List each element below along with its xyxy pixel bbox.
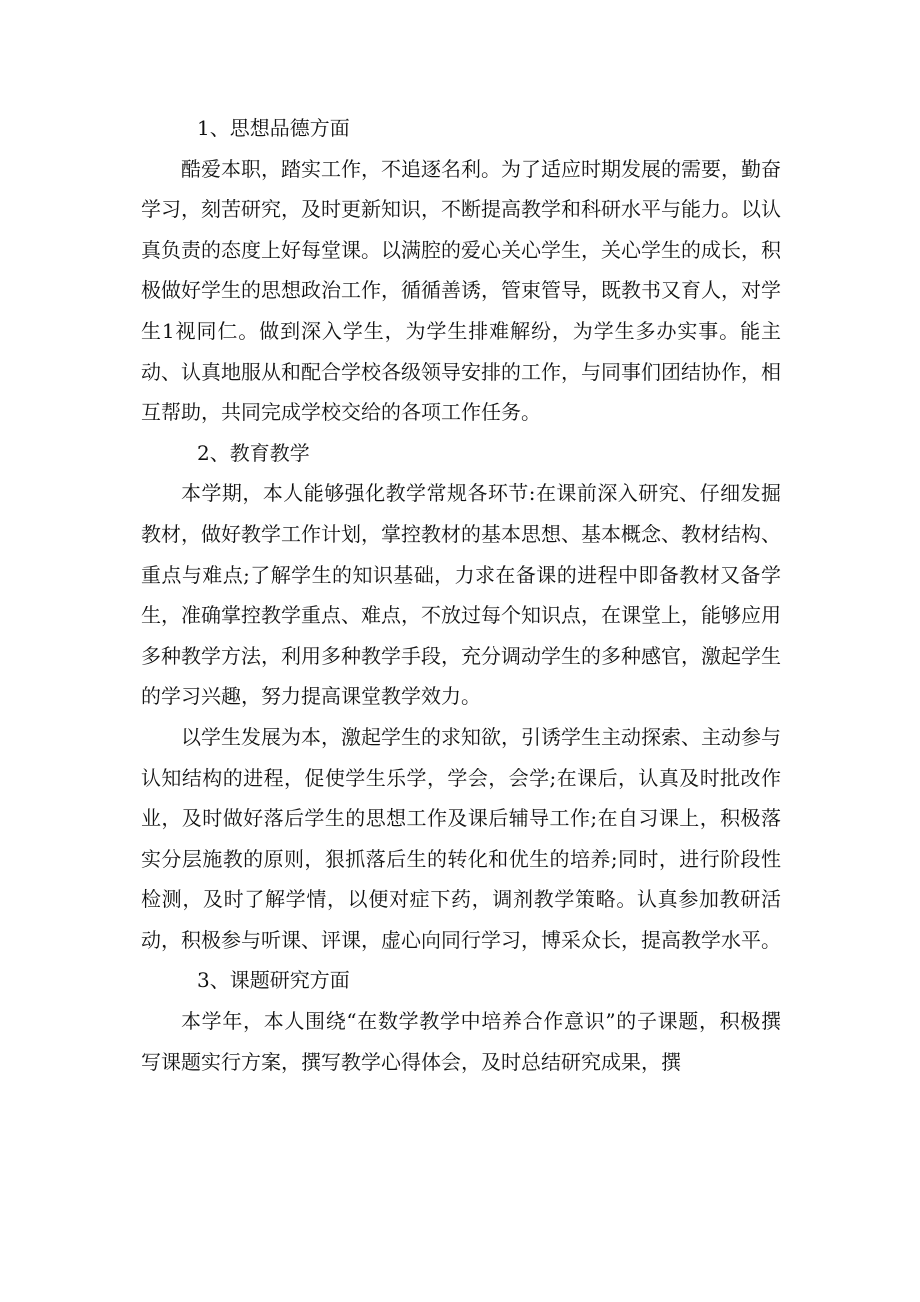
section-heading-1: 1、思想品德方面 (197, 116, 350, 140)
paragraph-2-1: 本学期，本人能够强化教学常规各环节:在课前深入研究、仔细发掘教材，做好教学工作计划，掌控教材的基本思想、基本概念、教材结构、重点与难点;了解学生的知识基础，力求在备课的进程中即备教材又备学生，准确掌控教学重点、难点，不放过每个知识点，在课堂上，能够应用多种教学方法，利用多种教学手段，充分调动学生的多种感官，激起学生的学习兴趣，努力提高课堂教学效力。 (141, 481, 781, 709)
paragraph-3-1: 本学年，本人围绕“在数学教学中培养合作意识”的子课题，积极撰写课题实行方案，撰写教学心得体会，及时总结研究成果，撰 (141, 1009, 781, 1074)
document-body (141, 108, 781, 1082)
paragraph-1-1: 酷爱本职，踏实工作，不追逐名利。为了适应时期发展的需要，勤奋学习，刻苦研究，及时更新知识，不断提高教学和科研水平与能力。以认真负责的态度上好每堂课。以满腔的爱心关心学生，关心学生的成长，积极做好学生的思想政治工作，循循善诱，管束管导，既教书又育人，对学生1视同仁。做到深入学生，为学生排难解纷，为学生多办实事。能主动、认真地服从和配合学校各级领导安排的工作，与同事们团结协作，相互帮助，共同完成学校交给的各项工作任务。 (141, 156, 781, 425)
section-heading-3: 3、课题研究方面 (197, 968, 350, 993)
paragraph-2-2: 以学生发展为本，激起学生的求知欲，引诱学生主动探索、主动参与认知结构的进程，促使学生乐学，学会，会学;在课后，认真及时批改作业，及时做好落后学生的思想工作及课后辅导工作;在自习课上，积极落实分层施教的原则，狠抓落后生的转化和优生的培养;同时，进行阶段性检测，及时了解学情，以便对症下药，调剂教学策略。认真参加教研活动，积极参与听课、评课，虚心向同行学习，博采众长，提高教学水平。 (141, 724, 781, 952)
section-heading-2: 2、教育教学 (197, 440, 310, 465)
